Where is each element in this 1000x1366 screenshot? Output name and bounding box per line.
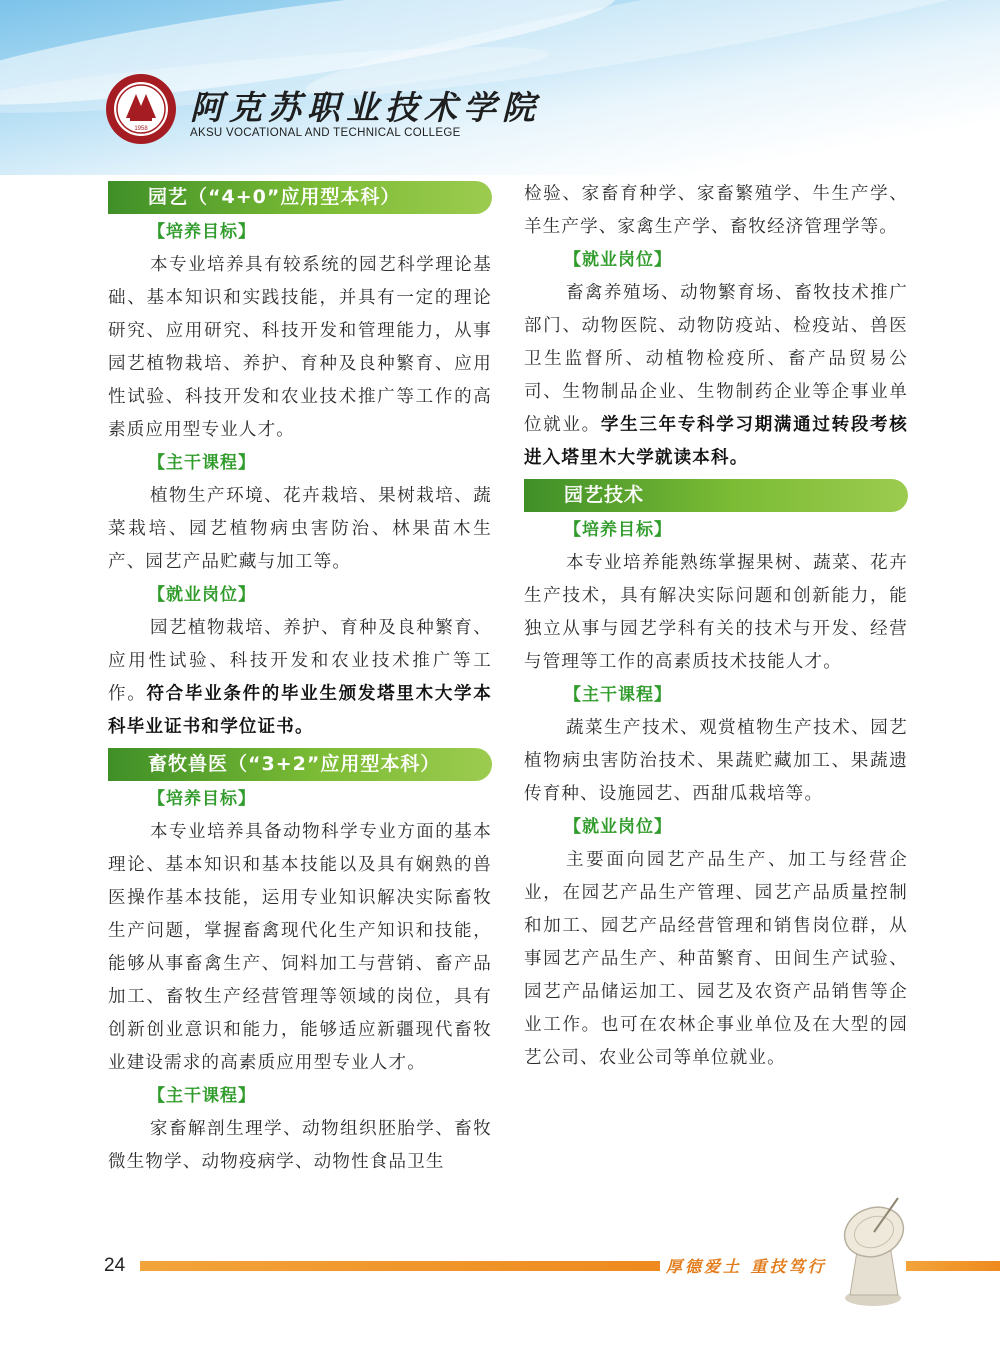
logo-year: 1958 bbox=[134, 126, 148, 132]
course-label: 【主干课程】 bbox=[148, 453, 256, 473]
job-text: 主要面向园艺产品生产、加工与经营企业，在园艺产品生产管理、园艺产品质量控制和加工、园艺产品经营管理和销售岗位群，从事园艺产品生产、种苗繁育、田间生产试验、园艺产品储运加工、园艺及农资产品销售等企业工作。也可在农林企事业单位及在大型的园艺公司、农业公司等单位就业。 bbox=[524, 850, 908, 1068]
course-text: 蔬菜生产技术、观赏植物生产技术、园艺植物病虫害防治技术、果蔬贮藏加工、果蔬遗传育种、设施园艺、西甜瓜栽培等。 bbox=[524, 718, 908, 804]
goal-text: 本专业培养具备动物科学专业方面的基本理论、基本知识和基本技能以及具有娴熟的兽医操作基本技能，运用专业知识解决实际畜牧生产问题，掌握畜禽现代化生产知识和技能，能够从事畜禽生产、饲料加工与营销、畜产品加工、畜牧生产经营管理等领域的岗位，具有创新创业意识和能力，能够适应新疆现代畜牧业建设需求的高素质应用型专业人才。 bbox=[108, 822, 492, 1073]
footer-bar-right bbox=[906, 1261, 1000, 1271]
job-text-normal: 畜禽养殖场、动物繁育场、畜牧技术推广部门、动物医院、动物防疫站、检疫站、兽医卫生监督所、动植物检疫所、畜产品贸易公司、生物制品企业、生物制药企业等企事业单位就业。 bbox=[524, 283, 908, 435]
goal-text: 本专业培养能熟练掌握果树、蔬菜、花卉生产技术，具有解决实际问题和创新能力，能独立从事与园艺学科有关的技术与开发、经营与管理等工作的高素质技术技能人才。 bbox=[524, 553, 908, 672]
college-name-cn: 阿克苏职业技术学院 bbox=[190, 88, 541, 127]
footer-motto: 厚德爱土 重技笃行 bbox=[666, 1257, 827, 1276]
job-label: 【就业岗位】 bbox=[564, 817, 672, 837]
course-label: 【主干课程】 bbox=[148, 1086, 256, 1106]
job-text bbox=[108, 612, 492, 744]
section-banner-animal-husbandry: 畜牧兽医（“3+2”应用型本科） bbox=[108, 748, 492, 781]
job-text bbox=[524, 277, 908, 475]
goal-label: 【培养目标】 bbox=[148, 789, 256, 809]
goal-label: 【培养目标】 bbox=[564, 520, 672, 540]
sundial-icon bbox=[828, 1190, 918, 1310]
section-banner-horticulture-4-0: 园艺（“4+0”应用型本科） bbox=[108, 181, 492, 214]
college-name-en: AKSU VOCATIONAL AND TECHNICAL COLLEGE bbox=[190, 127, 461, 139]
goal-label: 【培养目标】 bbox=[148, 222, 256, 242]
job-label: 【就业岗位】 bbox=[148, 585, 256, 605]
job-text-bold: 符合毕业条件的毕业生颁发塔里木大学本科毕业证书和学位证书。 bbox=[108, 684, 492, 737]
job-text-bold: 学生三年专科学习期满通过转段考核进入塔里木大学就读本科。 bbox=[524, 415, 908, 468]
course-text: 植物生产环境、花卉栽培、果树栽培、蔬菜栽培、园艺植物病虫害防治、林果苗木生产、园艺产品贮藏与加工等。 bbox=[108, 486, 492, 572]
job-text-normal: 园艺植物栽培、养护、育种及良种繁育、应用性试验、科技开发和农业技术推广等工作。 bbox=[108, 618, 492, 704]
goal-text: 本专业培养具有较系统的园艺科学理论基础、基本知识和实践技能，并具有一定的理论研究、应用研究、科技开发和管理能力，从事园艺植物栽培、养护、育种及良种繁育、应用性试验、科技开发和农业技术推广等工作的高素质应用型专业人才。 bbox=[108, 255, 492, 440]
course-label: 【主干课程】 bbox=[564, 685, 672, 705]
section-banner-horticulture-technology: 园艺技术 bbox=[524, 479, 908, 512]
college-logo-icon bbox=[104, 72, 178, 146]
right-column bbox=[524, 178, 908, 1075]
course-text: 家畜解剖生理学、动物组织胚胎学、畜牧微生物学、动物疫病学、动物性食品卫生 bbox=[108, 1119, 492, 1172]
left-column bbox=[108, 178, 492, 1179]
job-label: 【就业岗位】 bbox=[564, 250, 672, 270]
footer-bar-left bbox=[140, 1261, 660, 1271]
course-text-continued: 检验、家畜育种学、家畜繁殖学、牛生产学、羊生产学、家禽生产学、畜牧经济管理学等。 bbox=[524, 184, 908, 237]
page-number: 24 bbox=[104, 1255, 126, 1276]
